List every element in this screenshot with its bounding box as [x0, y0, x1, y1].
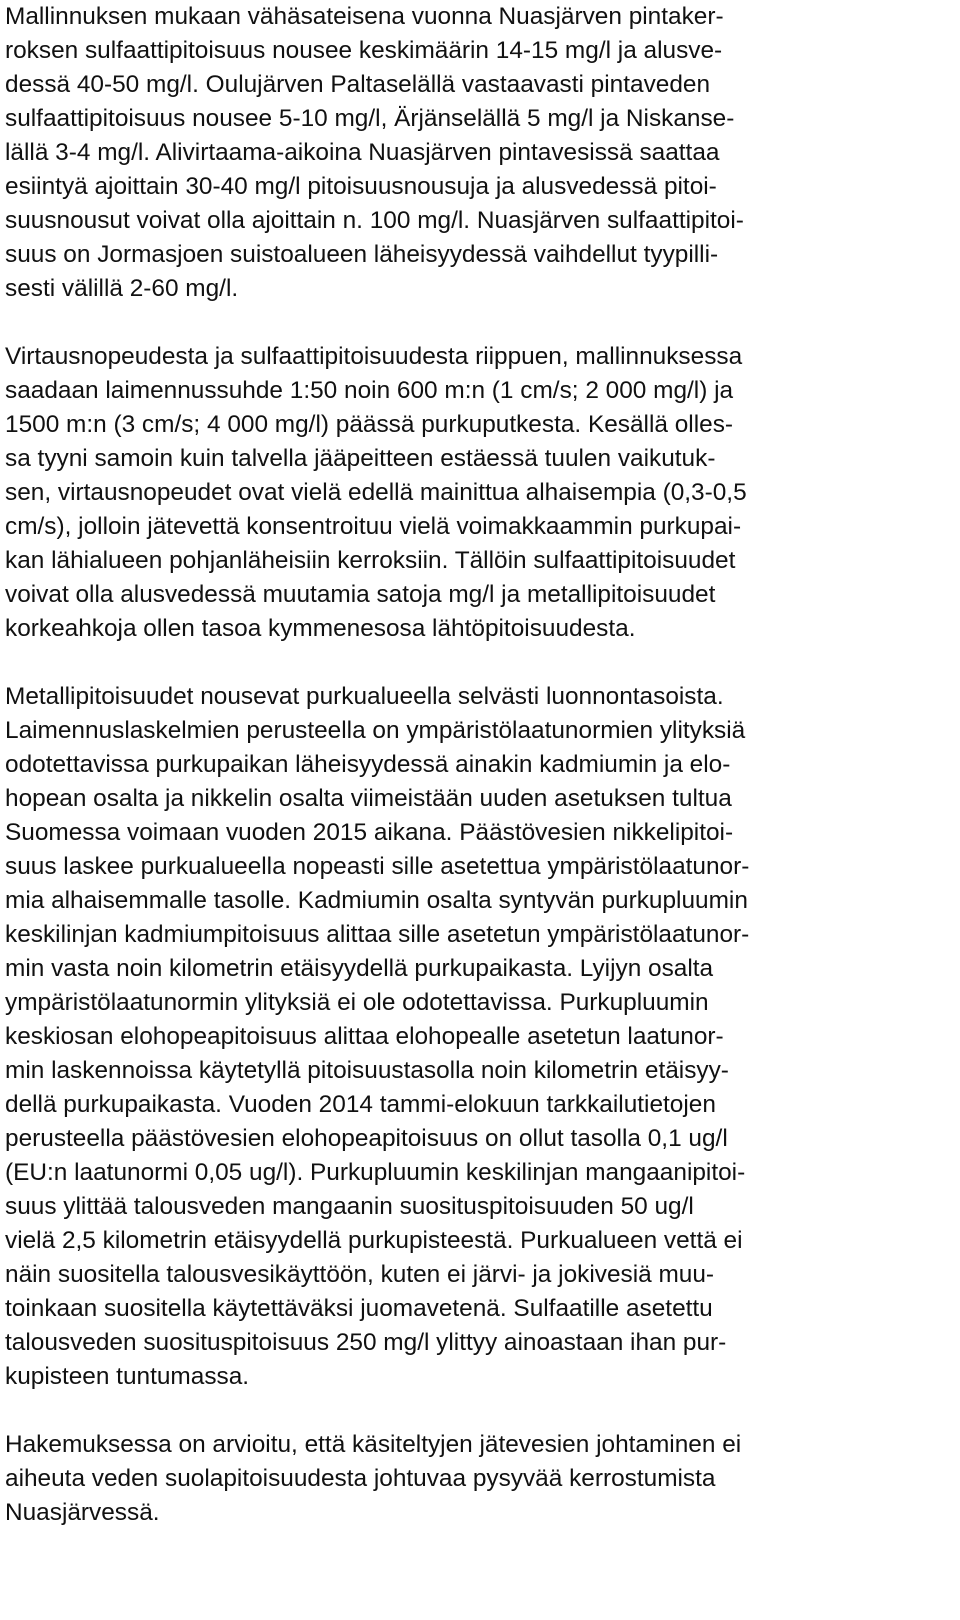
text-line: Mallinnuksen mukaan vähäsateisena vuonna Nuasjärven pintaker-	[5, 3, 724, 30]
paragraph-sulfate-modeling	[5, 0, 945, 306]
text-line: roksen sulfaattipitoisuus nousee keskimäärin 14-15 mg/l ja alusve-	[5, 37, 723, 64]
text-line: saadaan laimennussuhde 1:50 noin 600 m:n (1 cm/s; 2 000 mg/l) ja	[5, 377, 734, 404]
text-line: min vasta noin kilometrin etäisyydellä purkupaikasta. Lyijyn osalta	[5, 955, 714, 982]
text-line: näin suositella talousvesikäyttöön, kuten ei järvi- ja jokivesiä muu-	[5, 1261, 715, 1288]
text-line: voivat olla alusvedessä muutamia satoja mg/l ja metallipitoisuudet	[5, 581, 716, 608]
text-line: sulfaattipitoisuus nousee 5-10 mg/l, Ärjänselällä 5 mg/l ja Niskanse-	[5, 105, 735, 132]
text-line: kupisteen tuntumassa.	[5, 1363, 250, 1390]
paragraph-stratification-assessment	[5, 1428, 945, 1530]
text-line: sesti välillä 2-60 mg/l.	[5, 275, 239, 302]
text-line: ympäristölaatunormin ylityksiä ei ole odotettavissa. Purkupluumin	[5, 989, 709, 1016]
text-line: aiheuta veden suolapitoisuudesta johtuvaa pysyvää kerrostumista	[5, 1465, 716, 1492]
text-line: sen, virtausnopeudet ovat vielä edellä mainittua alhaisempia (0,3-0,5	[5, 479, 747, 506]
text-line: Metallipitoisuudet nousevat purkualueella selvästi luonnontasoista.	[5, 683, 724, 710]
text-line: (EU:n laatunormi 0,05 ug/l). Purkupluumin keskilinjan mangaanipitoi-	[5, 1159, 746, 1186]
text-line: perusteella päästövesien elohopeapitoisuus on ollut tasolla 0,1 ug/l	[5, 1125, 728, 1152]
text-line: odotettavissa purkupaikan läheisyydessä ainakin kadmiumin ja elo-	[5, 751, 731, 778]
paragraph-metal-concentrations	[5, 680, 945, 1394]
text-line: korkeahkoja ollen tasoa kymmenesosa lähtöpitoisuudesta.	[5, 615, 636, 642]
text-line: suus ylittää talousveden mangaanin suosituspitoisuuden 50 ug/l	[5, 1193, 694, 1220]
paragraph-dilution-ratio	[5, 340, 945, 646]
text-line: sa tyyni samoin kuin talvella jääpeitteen estäessä tuulen vaikutuk-	[5, 445, 716, 472]
text-line: Nuasjärvessä.	[5, 1499, 160, 1526]
text-line: suus on Jormasjoen suistoalueen läheisyydessä vaihdellut tyypilli-	[5, 241, 719, 268]
text-line: keskiosan elohopeapitoisuus alittaa elohopealle asetetun laatunor-	[5, 1023, 724, 1050]
text-line: esiintyä ajoittain 30-40 mg/l pitoisuusnousuja ja alusvedessä pitoi-	[5, 173, 717, 200]
text-line: Suomessa voimaan vuoden 2015 aikana. Päästövesien nikkelipitoi-	[5, 819, 734, 846]
text-line: dessä 40-50 mg/l. Oulujärven Paltaselällä vastaavasti pintaveden	[5, 71, 711, 98]
document-page	[5, 0, 945, 1530]
text-line: suusnousut voivat olla ajoittain n. 100 mg/l. Nuasjärven sulfaattipitoi-	[5, 207, 744, 234]
text-line: dellä purkupaikasta. Vuoden 2014 tammi-elokuun tarkkailutietojen	[5, 1091, 716, 1118]
text-line: suus laskee purkualueella nopeasti sille asetettua ympäristölaatunor-	[5, 853, 750, 880]
text-line: Laimennuslaskelmien perusteella on ympäristölaatunormien ylityksiä	[5, 717, 746, 744]
text-line: Hakemuksessa on arvioitu, että käsiteltyjen jätevesien johtaminen ei	[5, 1431, 742, 1458]
text-line: cm/s), jolloin jätevettä konsentroituu vielä voimakkaammin purkupai-	[5, 513, 742, 540]
paragraph-gap	[5, 646, 945, 680]
text-line: 1500 m:n (3 cm/s; 4 000 mg/l) päässä purkuputkesta. Kesällä olles-	[5, 411, 734, 438]
text-line: keskilinjan kadmiumpitoisuus alittaa sille asetetun ympäristölaatunor-	[5, 921, 750, 948]
text-line: mia alhaisemmalle tasolle. Kadmiumin osalta syntyvän purkupluumin	[5, 887, 748, 914]
text-line: hopean osalta ja nikkelin osalta viimeistään uuden asetuksen tultua	[5, 785, 732, 812]
text-line: lällä 3-4 mg/l. Alivirtaama-aikoina Nuasjärven pintavesissä saattaa	[5, 139, 720, 166]
text-line: min laskennoissa käytetyllä pitoisuustasolla noin kilometrin etäisyy-	[5, 1057, 729, 1084]
text-line: toinkaan suositella käytettäväksi juomavetenä. Sulfaatille asetettu	[5, 1295, 713, 1322]
text-line: Virtausnopeudesta ja sulfaattipitoisuudesta riippuen, mallinnuksessa	[5, 343, 743, 370]
text-line: vielä 2,5 kilometrin etäisyydellä purkupisteestä. Purkualueen vettä ei	[5, 1227, 743, 1254]
text-line: talousveden suosituspitoisuus 250 mg/l ylittyy ainoastaan ihan pur-	[5, 1329, 727, 1356]
paragraph-gap	[5, 1394, 945, 1428]
paragraph-gap	[5, 306, 945, 340]
text-line: kan lähialueen pohjanläheisiin kerroksiin. Tällöin sulfaattipitoisuudet	[5, 547, 736, 574]
